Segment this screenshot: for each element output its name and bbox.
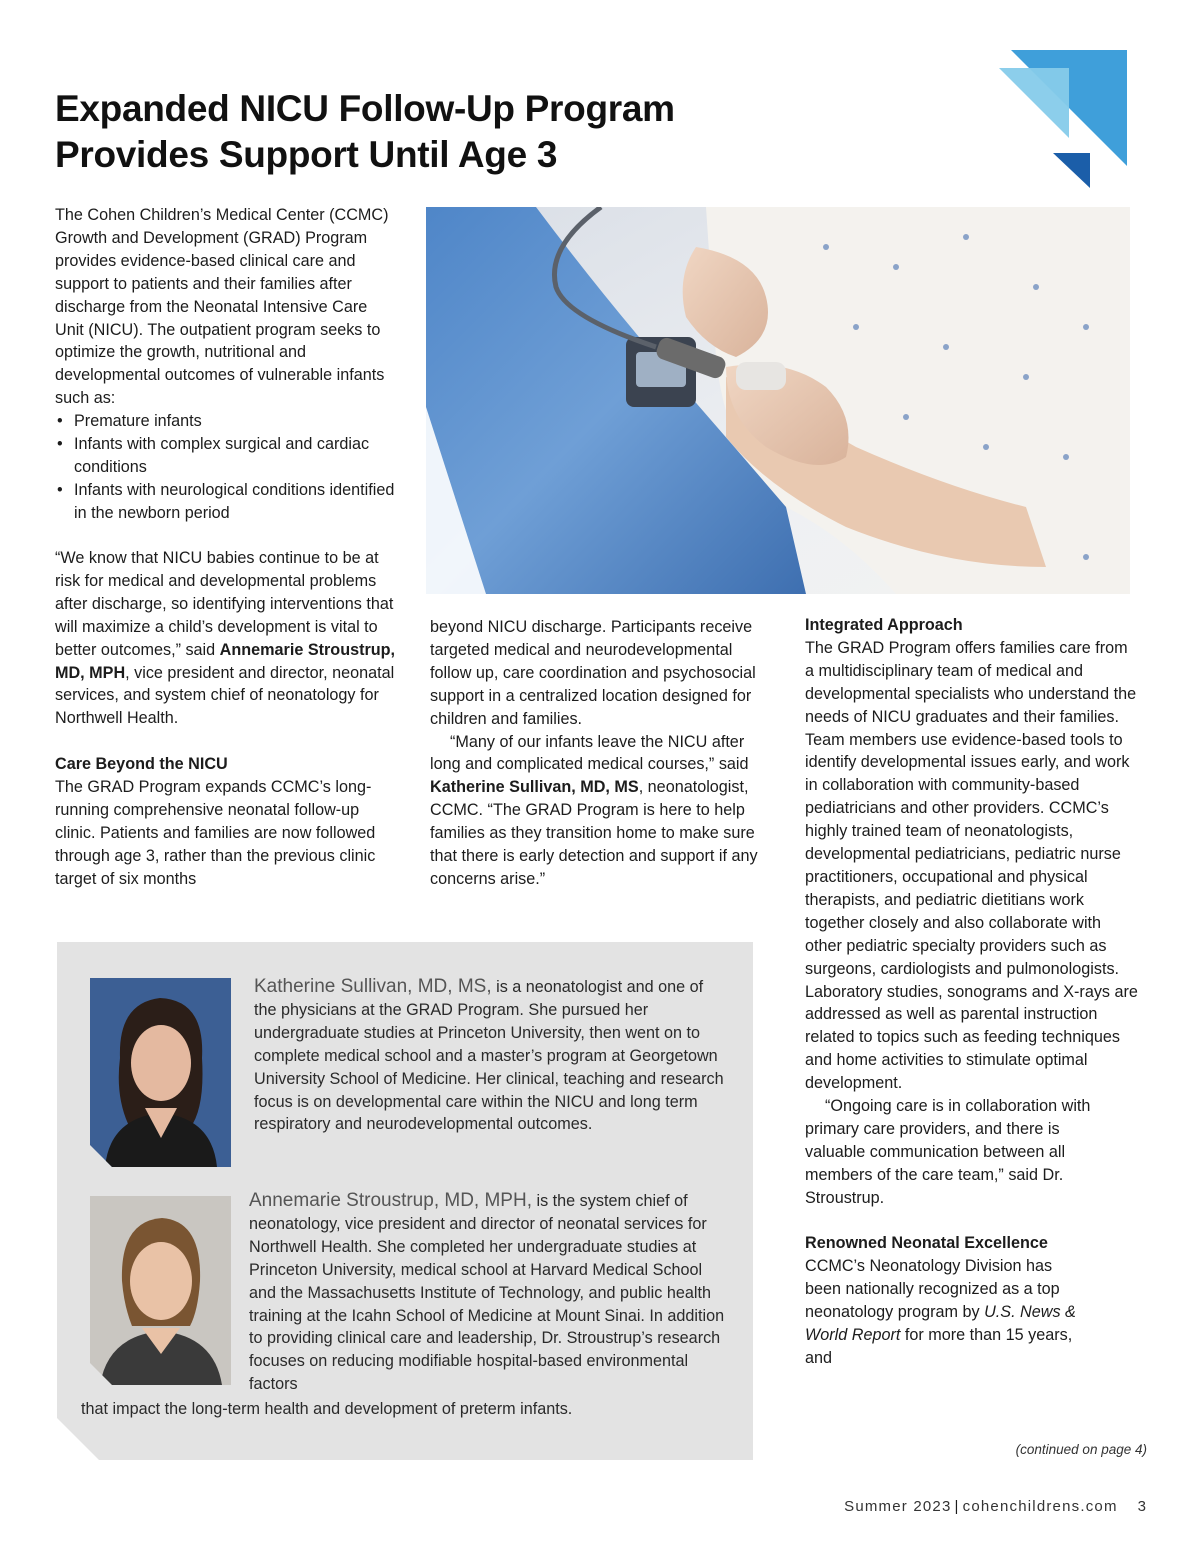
- nicu-infant-photo: [426, 207, 1130, 594]
- publication-name: U.S. News & World Report: [805, 1303, 1076, 1345]
- integrated-text: The GRAD Program offers families care from a multidisciplinary team of medical and developmental specialists who understand the needs of NICU graduates and their families. Team members use evidence-based tools to identify developmental issues early, and work in collaboration with community-based pediatricians and other providers. CCMC’s highly trained team of neonatologists, developmental pediatricians, pediatric nurse practitioners, occupational and physical therapists, and pediatric dietitians work together closely and also collaborate with other pediatric specialty providers such as surgeons, cardiologists and pulmonologists. Laboratory studies, sonograms and X-rays are addressed as well as parental instruction related to topics such as feeding techniques and home activities to stimulate optimal development.: [805, 638, 1138, 1093]
- quote-speaker-name: Annemarie Stroustrup, MD, MPH: [55, 640, 396, 682]
- care-beyond-heading: Care Beyond the NICU: [55, 755, 228, 774]
- footer-season: Summer 2023: [844, 1498, 952, 1515]
- page-title: [55, 86, 775, 178]
- right-column: [805, 614, 1140, 1370]
- bio-name: Annemarie Stroustrup, MD, MPH,: [249, 1190, 532, 1211]
- stroustrup-bio: [249, 1190, 729, 1396]
- sullivan-bio: [254, 976, 726, 1136]
- renowned-text: CCMC’s Neonatology Division has been nationally recognized as a top neonatology program by U.S. News & World Report for more than 15 years, and: [805, 1257, 1076, 1367]
- title-line-1: Expanded NICU Follow-Up Program: [55, 88, 675, 129]
- care-beyond-text-continued: beyond NICU discharge. Participants receive targeted medical and neurodevelopmental follow up, care coordination and psychosocial support in a centralized location designed for children and families.: [430, 618, 756, 728]
- page-footer: Summer 2023 | cohenchildrens.com 3: [844, 1498, 1146, 1515]
- ongoing-care-quote: “Ongoing care is in collaboration with primary care providers, and there is valuable communication between all members of the care team,” said Dr. Stroustrup.: [805, 1097, 1091, 1207]
- corner-triangles-graphic: [995, 48, 1135, 193]
- stroustrup-portrait: [90, 1196, 231, 1385]
- list-item: • Infants with neurological conditions identified in the newborn period: [55, 479, 400, 525]
- stroustrup-bio-tail: that impact the long-term health and development of preterm infants.: [81, 1400, 573, 1418]
- intro-section: [55, 204, 400, 525]
- sullivan-portrait: [90, 978, 231, 1167]
- list-item: • Premature infants: [55, 410, 400, 433]
- stroustrup-quote: “We know that NICU babies continue to be at risk for medical and developmental problems after discharge, so identifying interventions that will maximize a child’s development is vital to better outcomes,” said Annemarie Stroustrup, MD, MPH, vice president and director, neonatal services, and system chief of neonatology for Northwell Health.: [55, 549, 396, 728]
- sullivan-quote: “Many of our infants leave the NICU after long and complicated medical courses,” said Katherine Sullivan, MD, MS, neonatologist, CCMC. “The GRAD Program is here to help families as they transition home to make sure that there is early detection and support if any concerns arise.”: [430, 732, 758, 888]
- care-beyond-continued: [430, 616, 775, 891]
- bio-text: is the system chief of neonatology, vice president and director of neonatal services for Northwell Health. She completed her undergraduate studies at Princeton University, medical school at Harvard Medical School and the Massachusetts Institute of Technology, and public health training at the Icahn School of Medicine at Mount Sinai. In addition to providing clinical care and leadership, Dr. Stroustrup’s research focuses on reducing modifiable hospital-based environmental factors: [249, 1192, 725, 1394]
- page-number: 3: [1137, 1498, 1146, 1515]
- quote-speaker-name: Katherine Sullivan, MD, MS: [430, 778, 639, 797]
- intro-paragraph: The Cohen Children’s Medical Center (CCMC) Growth and Development (GRAD) Program provides evidence-based clinical care and support to patients and their families after discharge from the Neonatal Intensive Care Unit (NICU). The outpatient program seeks to optimize the growth, nutritional and developmental outcomes of vulnerable infants such as:: [55, 206, 389, 408]
- care-beyond-text: The GRAD Program expands CCMC’s long-running comprehensive neonatal follow-up clinic. Patients and families are now followed through age 3, rather than the previous clinic target of six months: [55, 778, 376, 888]
- bio-name: Katherine Sullivan, MD, MS,: [254, 976, 492, 997]
- intro-quote-section: [55, 547, 400, 891]
- renowned-heading: Renowned Neonatal Excellence: [805, 1234, 1048, 1253]
- title-line-2: Provides Support Until Age 3: [55, 134, 558, 175]
- bio-text: is a neonatologist and one of the physicians at the GRAD Program. She pursued her undergraduate studies at Princeton University, then went on to complete medical school and a master’s program at Georgetown University School of Medicine. Her clinical, teaching and research focus is on developmental care within the NICU and long term respiratory and neurodevelopmental outcomes.: [254, 978, 724, 1134]
- list-item: • Infants with complex surgical and cardiac conditions: [55, 433, 400, 479]
- infant-list: [55, 410, 400, 525]
- footer-website[interactable]: cohenchildrens.com: [962, 1498, 1118, 1515]
- integrated-heading: Integrated Approach: [805, 616, 963, 634]
- continued-note: (continued on page 4): [1015, 1442, 1147, 1457]
